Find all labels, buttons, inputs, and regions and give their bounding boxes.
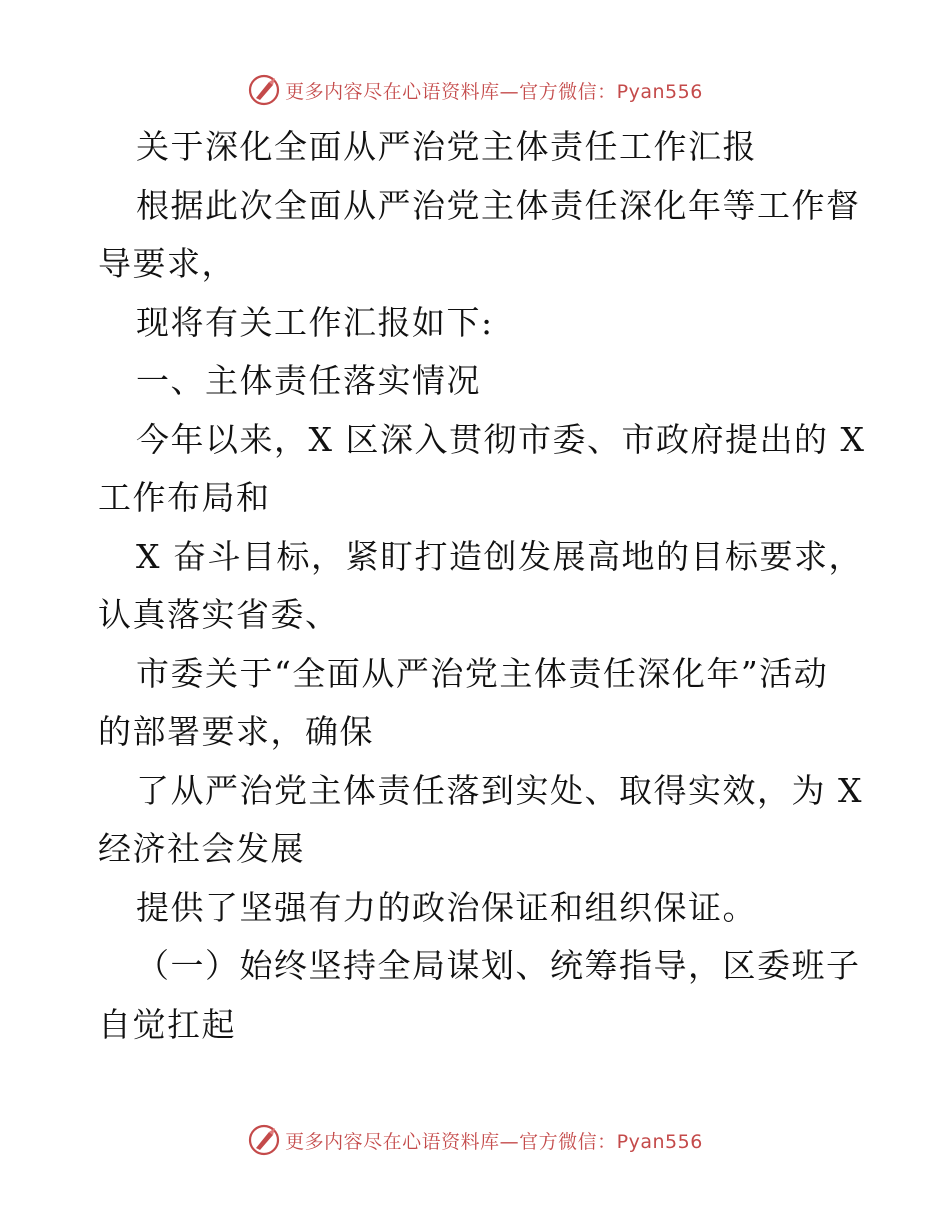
footer-banner-text: 更多内容尽在心语资料库—官方微信：Pyan556	[285, 1130, 703, 1153]
paragraph-line: X 奋斗目标，紧盯打造创发展高地的目标要求，	[136, 536, 863, 576]
paragraph-line: 根据此次全面从严治党主体责任深化年等工作督	[136, 185, 861, 225]
paragraph-line: 了从严治党主体责任落到实处、取得实效，为 X	[136, 770, 863, 810]
document-body	[98, 118, 866, 1054]
quill-pen-logo-icon	[247, 73, 281, 107]
paragraph-line: 自觉扛起	[98, 1004, 236, 1044]
paragraph-line: 的部署要求，确保	[98, 712, 374, 751]
paragraph-line: 市委关于“全面从严治党主体责任深化年”活动	[136, 653, 829, 693]
paragraph-line: 经济社会发展	[98, 829, 305, 868]
paragraph-line: 导要求，	[98, 244, 236, 283]
subsection-heading: （一）始终坚持全局谋划、统筹指导，区委班子	[136, 946, 861, 985]
document-title: 关于深化全面从严治党主体责任工作汇报	[136, 127, 757, 166]
paragraph-line: 现将有关工作汇报如下:	[136, 302, 494, 342]
paragraph-line: 提供了坚强有力的政治保证和组织保证。	[136, 887, 757, 927]
paragraph-line: 工作布局和	[98, 478, 271, 517]
footer-watermark-banner	[0, 1120, 950, 1160]
paragraph-line: 今年以来，X 区深入贯彻市委、市政府提出的 X	[136, 419, 866, 459]
header-watermark-banner	[0, 70, 950, 110]
paragraph-line: 认真落实省委、	[98, 595, 340, 634]
header-banner-text: 更多内容尽在心语资料库—官方微信：Pyan556	[285, 80, 703, 103]
quill-pen-logo-icon	[247, 1123, 281, 1157]
section-heading: 一、主体责任落实情况	[136, 361, 481, 400]
